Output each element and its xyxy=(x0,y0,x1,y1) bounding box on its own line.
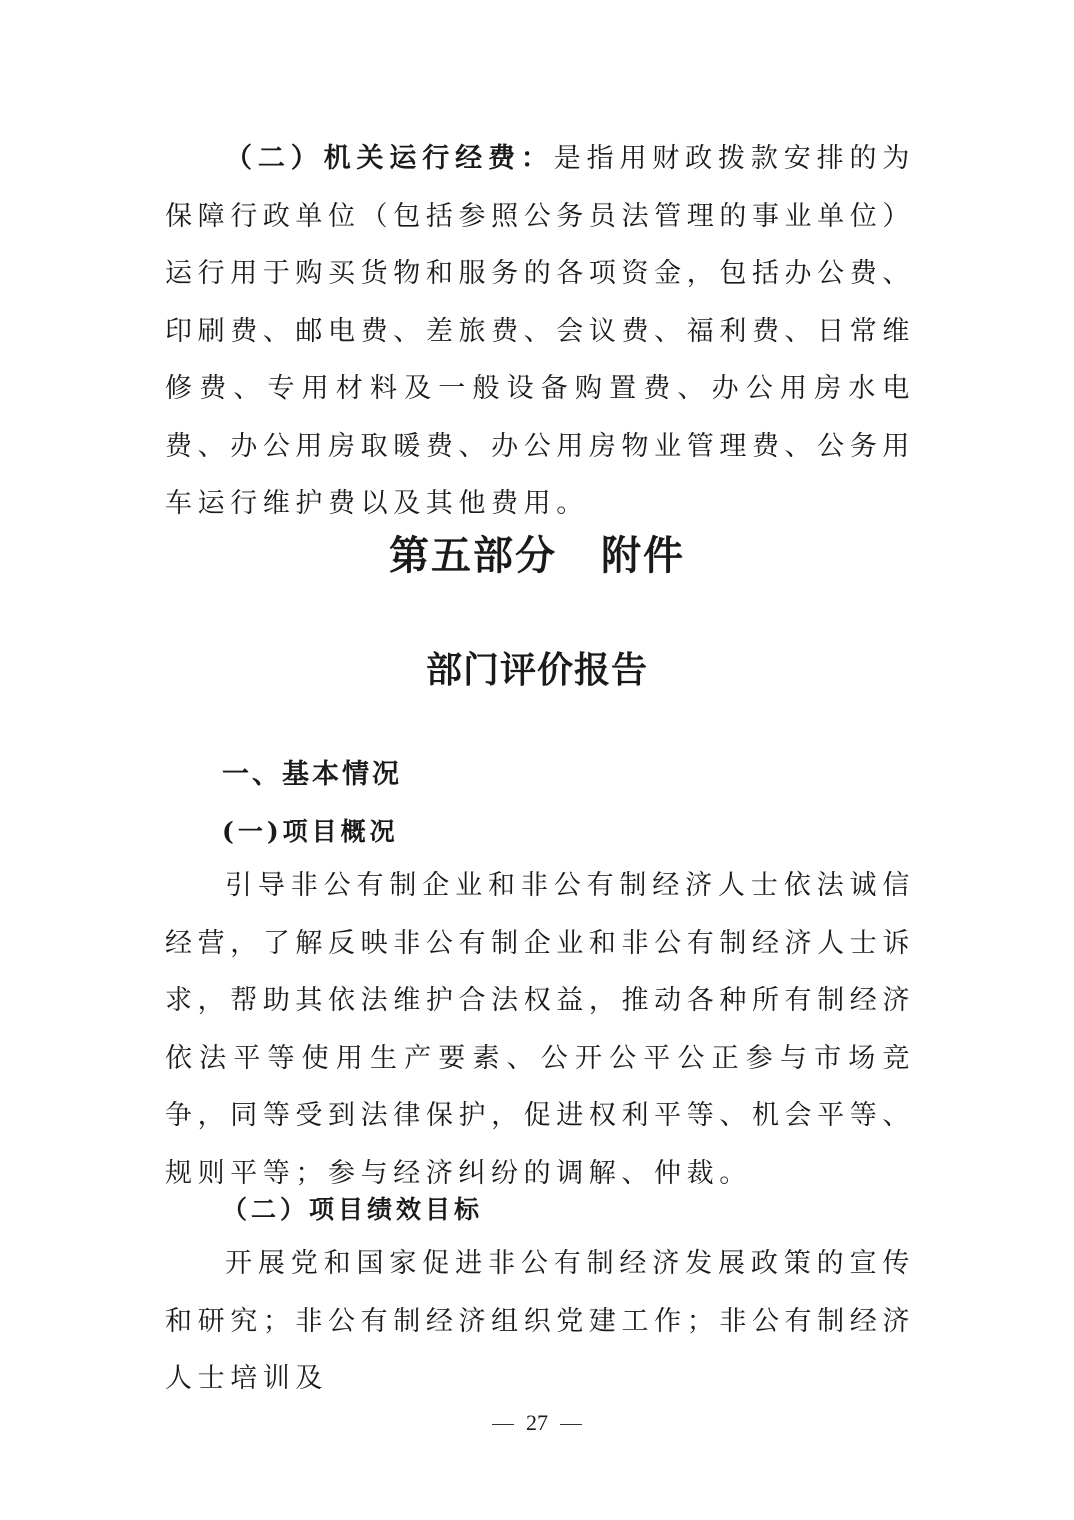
page-number-footer xyxy=(0,1410,1074,1436)
part-number: 第五部分 xyxy=(389,533,557,579)
left-dash xyxy=(492,1424,514,1425)
operating-expenses-term: （二）机关运行经费： xyxy=(225,143,554,174)
subheading-performance-goals: （二）项目绩效目标 xyxy=(222,1195,484,1224)
performance-goals-paragraph: 开展党和国家促进非公有制经济发展政策的宣传和研究；非公有制经济组织党建工作；非公有制经济人士培训及 xyxy=(165,1248,915,1394)
subheading-project-overview: (一)项目概况 xyxy=(222,817,399,846)
page-number: 27 xyxy=(526,1410,548,1435)
report-title: 部门评价报告 xyxy=(425,649,648,691)
part-title: 附件 xyxy=(601,533,685,579)
project-overview-paragraph: 引导非公有制企业和非公有制经济人士依法诚信经营，了解反映非公有制企业和非公有制经济人士诉求，帮助其依法维护合法权益，推动各种所有制经济依法平等使用生产要素、公开公平公正参与市场竞争，同等受到法律保护，促进权利平等、机会平等、规则平等；参与经济纠纷的调解、仲裁。 xyxy=(165,870,915,1189)
operating-expenses-definition: 是指用财政拨款安排的为保障行政单位（包括参照公务员法管理的事业单位）运行用于购买货物和服务的各项资金，包括办公费、印刷费、邮电费、差旅费、会议费、福利费、日常维修费、专用材料及一般设备购置费、办公用房水电费、办公用房取暖费、办公用房物业管理费、公务用车运行维护费以及其他费用。 xyxy=(165,143,915,519)
right-dash xyxy=(560,1424,582,1425)
part-heading xyxy=(0,524,1074,581)
operating-expenses-paragraph xyxy=(165,130,915,533)
section-heading-basic-info: 一、基本情况 xyxy=(222,759,402,790)
